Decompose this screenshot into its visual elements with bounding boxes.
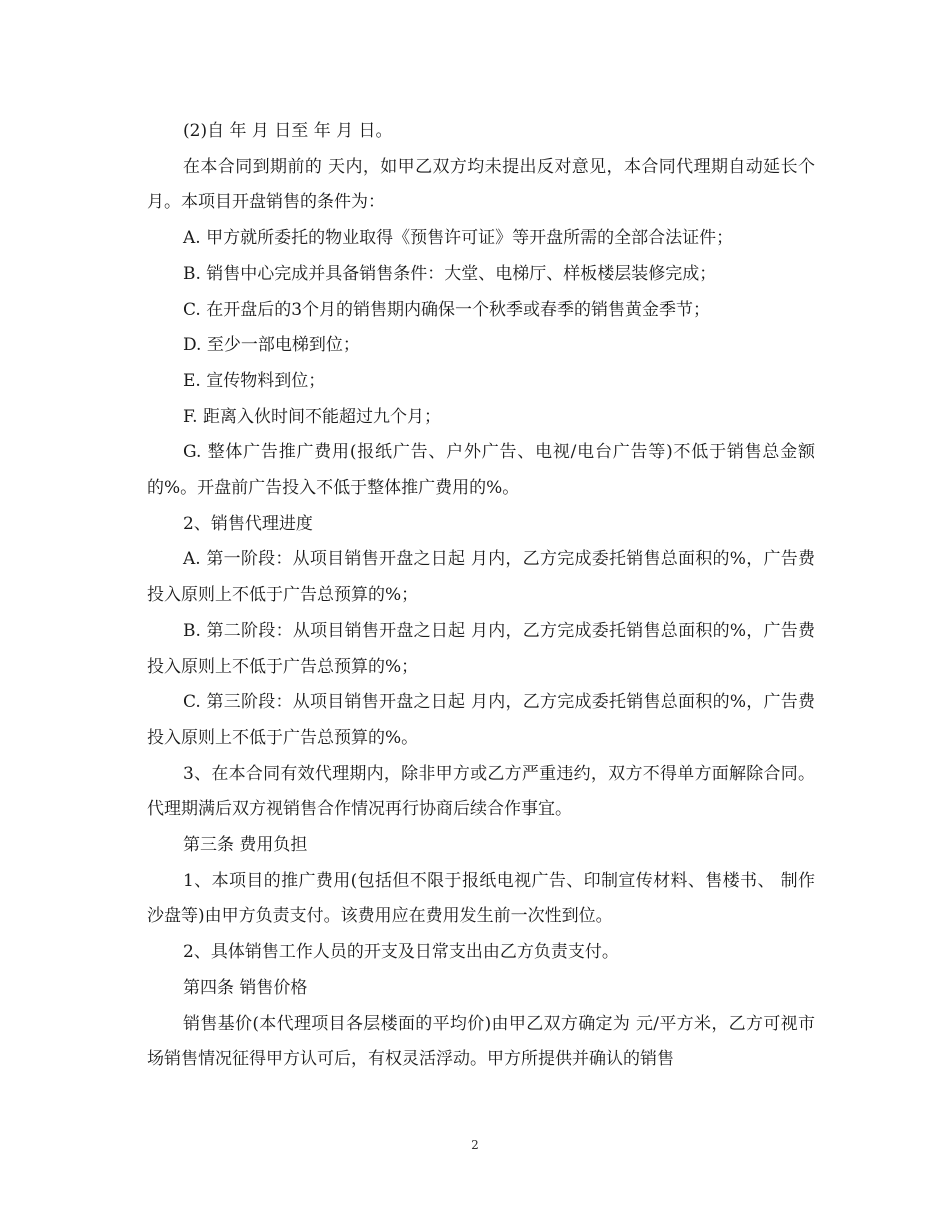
paragraph-condition-g: G. 整体广告推广费用(报纸广告、户外广告、电视/电台广告等)不低于销售总金额的%。开盘前广告投入不低于整体推广费用的%。 xyxy=(147,442,815,499)
paragraph-condition-c: C. 在开盘后的3个月的销售期内确保一个秋季或春季的销售黄金季节； xyxy=(183,299,711,320)
article-heading-sales-price: 第四条 销售价格 xyxy=(183,977,308,998)
paragraph-condition-f: F. 距离入伙时间不能超过九个月； xyxy=(183,406,441,427)
article-heading-cost-burden: 第三条 费用负担 xyxy=(183,835,308,856)
paragraph-stage-three: C. 第三阶段：从项目销售开盘之日起 月内，乙方完成委托销售总面积的%，广告费投入原则上不低于广告总预算的%。 xyxy=(147,692,815,748)
section-heading-sales-progress: 2、销售代理进度 xyxy=(183,513,313,534)
paragraph-condition-e: E. 宣传物料到位； xyxy=(183,370,326,391)
paragraph-staff-costs: 2、具体销售工作人员的开支及日常支出由乙方负责支付。 xyxy=(183,942,619,963)
paragraph-condition-b: B. 销售中心完成并具备销售条件：大堂、电梯厅、样板楼层装修完成； xyxy=(183,263,717,284)
paragraph-term-period: (2)自 年 月 日至 年 月 日。 xyxy=(183,121,393,141)
paragraph-base-price: 销售基价(本代理项目各层楼面的平均价)由甲乙双方确定为 元/平方米，乙方可视市场销售情况征得甲方认可后，有权灵活浮动。甲方所提供并确认的销售 xyxy=(147,1013,815,1070)
paragraph-promotion-costs: 1、本项目的推广费用(包括但不限于报纸电视广告、印制宣传材料、售楼书、 制作沙盘等)由甲方负责支付。该费用应在费用发生前一次性到位。 xyxy=(147,870,815,927)
document-body xyxy=(147,114,815,1078)
paragraph-auto-extension: 在本合同到期前的 天内，如甲乙双方均未提出反对意见，本合同代理期自动延长个月。本项目开盘销售的条件为： xyxy=(147,156,815,213)
paragraph-stage-two: B. 第二阶段：从项目销售开盘之日起 月内，乙方完成委托销售总面积的%，广告费投入原则上不低于广告总预算的%； xyxy=(147,620,815,677)
paragraph-condition-d: D. 至少一部电梯到位； xyxy=(183,335,360,356)
paragraph-condition-a: A. 甲方就所委托的物业取得《预售许可证》等开盘所需的全部合法证件； xyxy=(183,228,734,249)
page-number: 2 xyxy=(471,1138,479,1152)
paragraph-no-termination: 3、在本合同有效代理期内，除非甲方或乙方严重违约，双方不得单方面解除合同。代理期满后双方视销售合作情况再行协商后续合作事宜。 xyxy=(147,763,815,820)
paragraph-stage-one: A. 第一阶段：从项目销售开盘之日起 月内，乙方完成委托销售总面积的%，广告费投入原则上不低于广告总预算的%； xyxy=(147,549,815,606)
